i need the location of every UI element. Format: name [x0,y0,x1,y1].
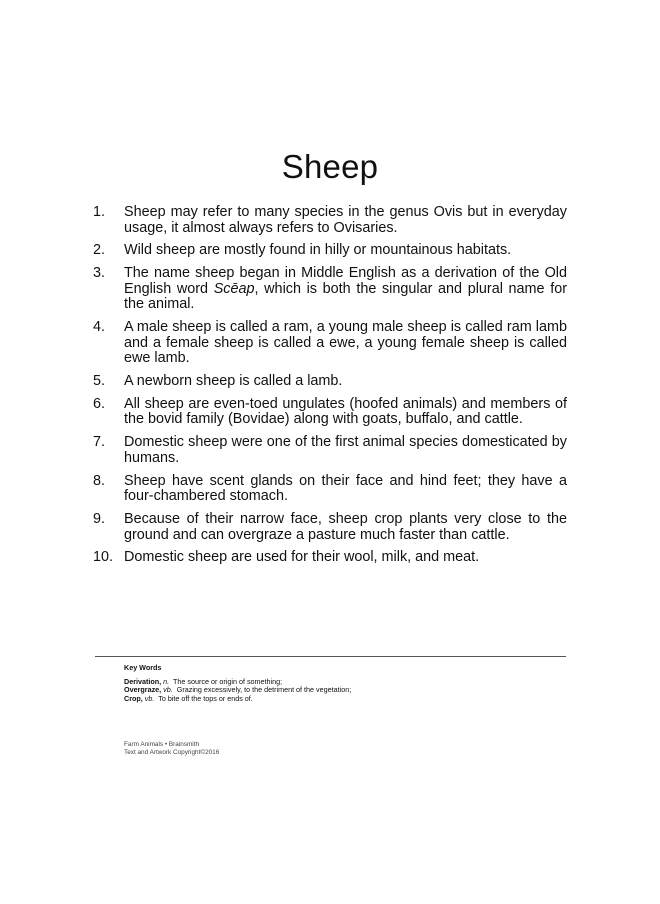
fact-text-part: , which is both the singular and plural name for the animal. [124,280,567,313]
fact-item [93,435,567,466]
fact-text: Sheep may refer to many species in the genus Ovis but in everyday usage, it almost always refers to Ovisaries. [124,204,567,236]
fact-item [93,243,567,259]
fact-item [93,374,567,390]
fact-text: A male sheep is called a ram, a young male sheep is called ram lamb and a female sheep is called a ewe, a young female sheep is called ewe lamb. [124,319,567,367]
fact-number: 3. [93,265,106,282]
definition: To bite off the tops or ends of. [158,693,253,703]
facts-list [93,205,567,573]
key-words-section [124,664,351,703]
fact-text: Wild sheep are mostly found in hilly or mountainous habitats. [124,242,512,259]
fact-number: 6. [93,395,106,412]
fact-item [93,550,567,566]
fact-number: 8. [93,472,106,489]
fact-number: 10. [93,549,114,566]
fact-text: Because of their narrow face, sheep crop plants very close to the ground and can overgraze a pasture much faster than cattle. [124,511,567,543]
fact-text: Domestic sheep are used for their wool, milk, and meat. [124,549,480,566]
divider [95,656,566,657]
fact-text: A newborn sheep is called a lamb. [124,373,343,390]
definition: Grazing excessively, to the detriment of the vegetation; [176,685,352,695]
part-of-speech: vb. [144,693,155,703]
part-of-speech: vb. [163,685,173,695]
part-of-speech: n. [163,676,170,686]
fact-item [93,266,567,313]
fact-item [93,320,567,367]
fact-number: 7. [93,434,106,451]
fact-item [93,205,567,236]
fact-item [93,512,567,543]
definition: The source or origin of something; [173,676,283,686]
key-word: Overgraze, [124,685,162,695]
fact-text-part: The name sheep began in Middle English as a derivation of the Old English word [124,265,567,297]
fact-text [124,266,567,313]
fact-text: Domestic sheep were one of the first animal species domesticated by humans. [124,434,567,466]
key-word: Derivation, [124,676,162,686]
footer [124,741,219,756]
key-word: Crop, [124,693,143,703]
key-words-heading: Key Words [124,663,162,672]
footer-line-series: Farm Animals • Brainsmith [124,741,200,748]
fact-item [93,474,567,505]
fact-number: 4. [93,319,106,336]
fact-number: 2. [93,242,106,259]
footer-line-copyright: Text and Artwork Copyright©2016 [124,748,220,756]
page-title: Sheep [281,148,379,185]
italic-word: Scēap [213,280,255,297]
fact-text: All sheep are even-toed ungulates (hoofed animals) and members of the bovid family (Bovidae) along with goats, buffalo, and cattle. [124,395,567,428]
fact-number: 1. [93,204,106,220]
fact-number: 5. [93,373,106,390]
fact-item [93,397,567,428]
fact-number: 9. [93,511,106,527]
fact-text: Sheep have scent glands on their face and hind feet; they have a four-chambered stomach. [124,472,567,505]
key-word-entry [124,695,351,704]
